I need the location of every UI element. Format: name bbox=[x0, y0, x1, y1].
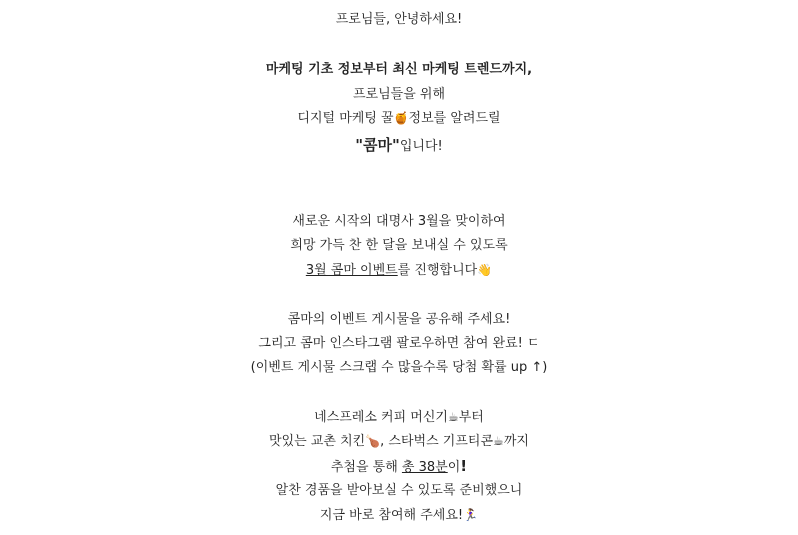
chicken-leg-icon: 🍗 bbox=[365, 434, 381, 448]
prize-line-2-text: 맛있는 교촌 치킨 bbox=[269, 434, 366, 449]
prize-line-5 bbox=[0, 505, 798, 526]
honey-icon: 🍯 bbox=[393, 111, 409, 125]
coffee-icon: ☕ bbox=[447, 410, 459, 424]
prize-line-4: 알찬 경품을 받아보실 수 있도록 준비했으니 bbox=[275, 483, 523, 498]
running-woman-icon: 🏃‍♀ bbox=[463, 508, 479, 522]
prize-line-3-end: 이 bbox=[447, 460, 461, 475]
event-intro-line-3 bbox=[0, 260, 798, 281]
prize-line-5-text: 지금 바로 참여해 주세요! bbox=[319, 508, 464, 523]
brand-suffix: 입니다! bbox=[399, 139, 443, 154]
participation-line-2: 그리고 콤마 인스타그램 팔로우하면 참여 완료! ㄷ bbox=[258, 336, 540, 351]
prize-line-1 bbox=[0, 407, 798, 428]
brand-name: "콤마" bbox=[355, 136, 400, 154]
intro-line-3 bbox=[0, 108, 798, 129]
event-intro-line-3-end: 를 진행합니다 bbox=[397, 263, 478, 278]
participation-line-3: (이벤트 게시물 스크랩 수 많을수록 당첨 확률 up ↑) bbox=[250, 360, 548, 375]
waving-hand-icon: 👋 bbox=[477, 263, 493, 277]
prize-line-3 bbox=[0, 456, 798, 478]
prize-line-1-end: 부터 bbox=[458, 410, 484, 425]
event-name-link[interactable]: 3월 콤마 이벤트 bbox=[305, 263, 398, 278]
intro-line-1: 마케팅 기초 정보부터 최신 마케팅 트렌드까지, bbox=[265, 62, 533, 77]
prize-line-1-text: 네스프레소 커피 머신기 bbox=[314, 410, 448, 425]
participation-line-1: 콤마의 이벤트 게시물을 공유해 주세요! bbox=[287, 312, 511, 327]
brand-line bbox=[0, 135, 798, 157]
event-intro-line-1: 새로운 시작의 대명사 3월을 맞이하여 bbox=[292, 214, 506, 229]
exclamation-mark: ! bbox=[460, 457, 468, 475]
winner-count: 총 38분 bbox=[401, 460, 448, 475]
intro-line-3-end: 정보를 알려드릴 bbox=[408, 111, 501, 126]
prize-line-2 bbox=[0, 431, 798, 452]
prize-line-3-start: 추첨을 통해 bbox=[330, 460, 402, 475]
event-intro-line-2: 희망 가득 찬 한 달을 보내실 수 있도록 bbox=[290, 238, 508, 253]
coffee-cup-icon: ☕ bbox=[493, 434, 504, 448]
intro-line-3-text: 디지털 마케팅 꿀 bbox=[297, 111, 394, 126]
greeting: 프로님들, 안녕하세요! bbox=[335, 12, 463, 27]
intro-line-2: 프로님들을 위해 bbox=[352, 87, 446, 102]
prize-line-2-end: 까지 bbox=[503, 434, 529, 449]
prize-line-2-mid: , 스타벅스 기프티콘 bbox=[380, 434, 494, 449]
